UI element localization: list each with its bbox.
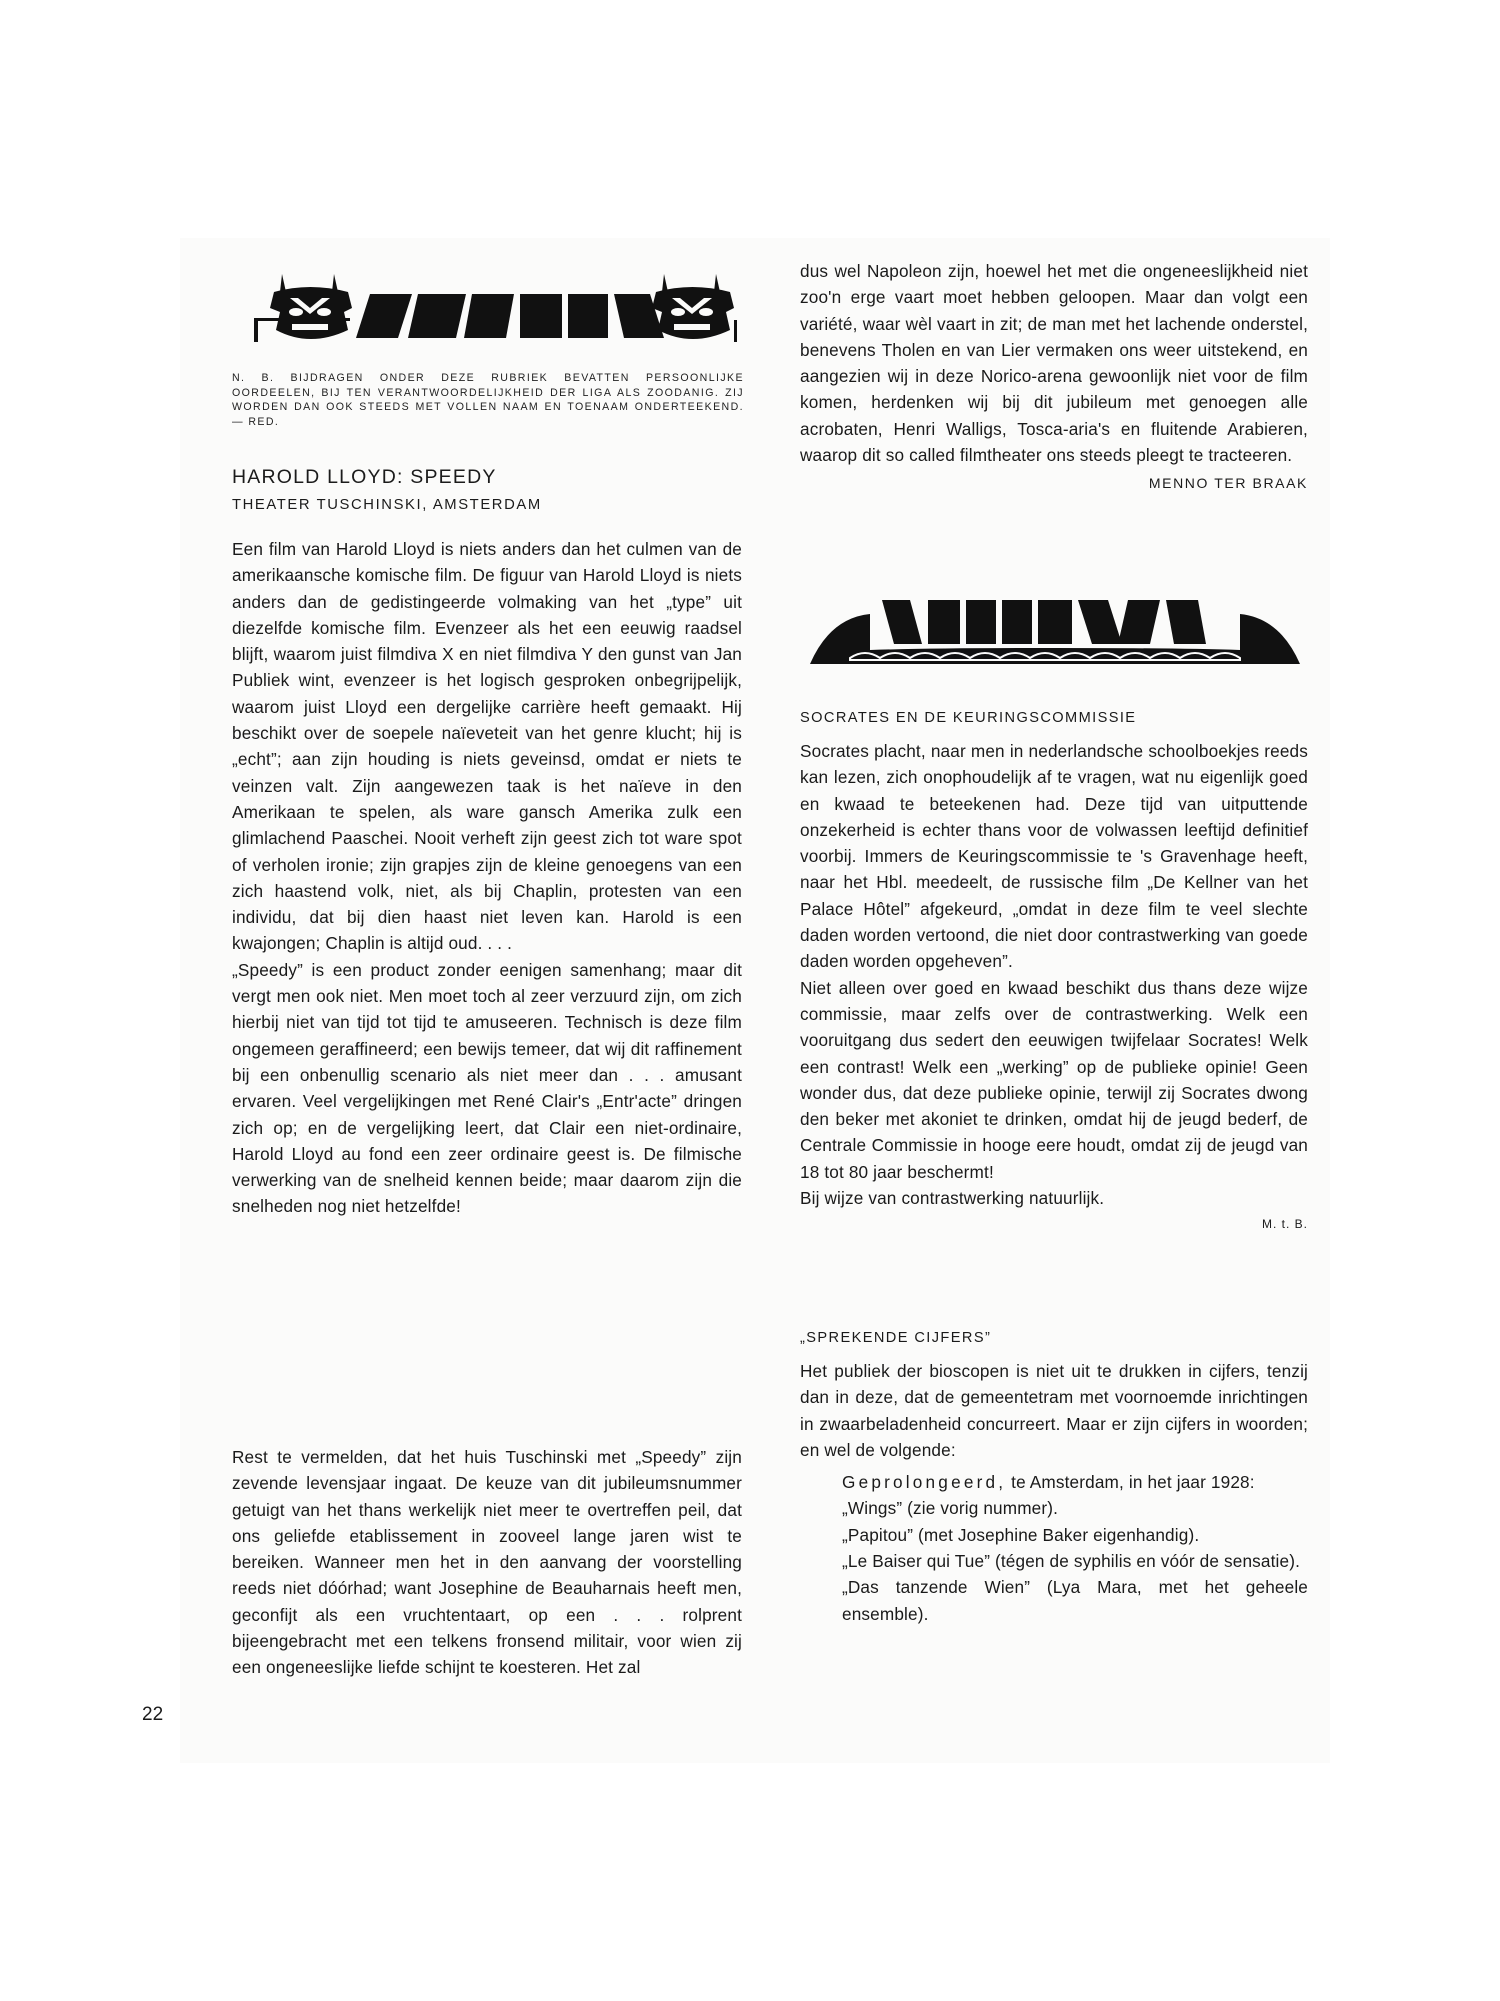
kritiek-masthead-logo <box>252 268 738 346</box>
article-subtitle: THEATER TUSCHINSKI, AMSTERDAM <box>232 497 542 513</box>
paragraph: Het publiek der bioscopen is niet uit te drukken in cijfers, tenzij dan in deze, dat de gemeentetram met voornoemde inrichtingen in zwaarbeladenheid concurreert. Maar er zijn cijfers in woorden; en wel de volgende: <box>800 1361 1308 1460</box>
scanned-page <box>142 238 1330 1763</box>
article-body-cijfers <box>800 1358 1308 1627</box>
paragraph: Socrates placht, naar men in nederlandsche schoolboekjes reeds kan lezen, zich onophoudelijk af te vragen, wat nu eigenlijk goed en kwaad te beteekenen had. Deze tijd van uitputtende onzekerheid is echter thans voor de volwassen leeftijd definitief voorbij. Immers de Keuringscommissie te 's Gravenhage heeft, naar het Hbl. meedeelt, de russische film „De Kellner van het Palace Hôtel” afgekeurd, „omdat in deze film te veel slechte daden worden vertoond, die niet door contrastwerking van goede daden worden opgeheven”. <box>800 741 1308 972</box>
paragraph: Bij wijze van contrastwerking natuurlijk. <box>800 1188 1105 1209</box>
list-item: „Le Baiser qui Tue” (tégen de syphilis en vóór de sensatie). <box>842 1551 1301 1572</box>
list-item: „Das tanzende Wien” (Lya Mara, met het geheele ensemble). <box>842 1577 1308 1624</box>
kritiek-letters <box>356 294 664 338</box>
article-body-socrates <box>800 738 1308 1238</box>
paragraph: Niet alleen over goed en kwaad beschikt dus thans deze wijze commissie, maar zelfs over de contrastwerking. Welk een vooruitgang dus sedert den eeuwigen twijfelaar Socrates! Welk een contrast! Welk een „werking” op de publieke opinie! Geen wonder dus, dat deze publieke opinie, terwijl zij Socrates dwong den beker met akoniet te drinken, omdat hij de jeugd bederf, de Centrale Commissie in hooge eere houdt, omdat zij de jeugd van 18 tot 80 jaar beschermt! <box>800 977 1308 1182</box>
list-item: „Wings” (zie vorig nummer). <box>842 1498 1059 1519</box>
devil-mask-icon-right <box>652 274 737 342</box>
paragraph: dus wel Napoleon zijn, hoewel het met die ongeneeslijkheid niet zoo'n erge vaart moet hebben geloopen. Maar dan volgt een variété, waar wèl vaart in zit; de man met het lachende onderstel, benevens Tholen en van Lier vermaken ons weer uitstekend, en aangezien wij in deze Norico-arena gewoonlijk niet voor de film komen, herdenken wij bij dit jubileum met genoegen alle acrobaten, Henri Walligs, Tosca-aria's en fluitende Arabieren, waarop dit so called filmtheater ons steeds pleegt te tracteeren. <box>800 261 1308 466</box>
editorial-notice: N. B. BIJDRAGEN ONDER DEZE RUBRIEK BEVATTEN PERSOONLIJKE OORDEELEN, BIJ TEN VERANTWOORDELIJKHEID DER LIGA ALS ZOODANIG. ZIJ WORDEN DAN OOK STEEDS MET VOLLEN NAAM EN TOENAAM ONDERTEEKEND. — RED. <box>232 372 744 428</box>
list-intro: te Amsterdam, in het jaar 1928: <box>1006 1472 1255 1493</box>
author-initials: M. t. B. <box>1261 1217 1308 1232</box>
author-signature: MENNO TER BRAAK <box>1148 475 1308 492</box>
article-body-left <box>232 536 742 1220</box>
article-body-left-continued <box>232 1444 742 1681</box>
article-body-right <box>800 258 1308 497</box>
page-number: 22 <box>142 1704 164 1725</box>
section-heading-socrates: SOCRATES EN DE KEURINGSCOMMISSIE <box>800 710 1137 726</box>
paragraph: „Speedy” is een product zonder eenigen samenhang; maar dit vergt men ook niet. Men moet toch al zeer verzuurd zijn, om zich hierbij niet van tijd tot tijd te amuseeren. Technisch is deze film ongemeen geraffineerd; een bewijs temeer, dat wij dit raffinement bij een onbenullig scenario als niet meer dan . . . amusant ervaren. Veel vergelijkingen met René Clair's „Entr'acte” dringen zich op; en de vergelijking leert, dat Clair een niet-ordinaire, Harold Lloyd au fond een zeer ordinaire geest is. De filmische verwerking van de snelheid kennen beide; maar daarom zijn die snelheden nog niet hetzelfde! <box>232 959 742 1217</box>
list-item: „Papitou” (met Josephine Baker eigenhandig). <box>842 1524 1200 1545</box>
journaal-letters <box>882 600 1206 644</box>
list-intro-emphasis: Geprolongeerd, <box>842 1472 1007 1493</box>
paragraph: Een film van Harold Lloyd is niets anders dan het culmen van de amerikaansche komische film. De figuur van Harold Lloyd is niets anders dan de gedistingeerde volmaking van het „type” uit diezelfde komische film. Evenzeer als het een eeuwig raadsel blijft, waarom juist filmdiva X en niet filmdiva Y den gunst van Jan Publiek wint, evenzeer is het logisch gesproken onbegrijpelijk, waarom juist Lloyd een dergelijke carrière heeft gemaakt. Hij beschikt over de soepele naïeveteit van het genre klucht; hij is „echt”; aan zijn houding is niets geveinsd, omdat er niets te veinzen valt. Zijn aangewezen taak is het naïeve in den Amerikaan te spelen, als ware gansch Amerika zulk een glimlachend Paaschei. Nooit verheft zijn geest zich tot ware spot of verholen ironie; zijn grapjes zijn de kleine genoegens van een zich haastend volk, niet, als bij Chaplin, protesten van een individu, dat bij dien haast niet leven kan. Harold is een kwajongen; Chaplin is altijd oud. . . . <box>232 539 742 954</box>
paragraph: Rest te vermelden, dat het huis Tuschinski met „Speedy” zijn zevende levensjaar ingaat. De keuze van dit jubileumsnummer getuigt van het thans werkelijk niet meer te overtreffen peil, dat ons geliefde etablissement in zooveel lange jaren wist te bereiken. Wanneer men het in den aanvang der voorstelling reeds niet dóórhad; want Josephine de Beauharnais heeft men, geconfijt als een vruchtentaart, op een . . . rolprent bijeengebracht met een telkens fronsend militair, voor wien zij een ongeneeslijke liefde schijnt te koesteren. Het zal <box>232 1447 742 1678</box>
devil-mask-icon-left <box>254 274 352 342</box>
film-list <box>800 1469 1308 1627</box>
article-title: HAROLD LLOYD: SPEEDY <box>232 466 497 488</box>
section-heading-sprekende-cijfers: „SPREKENDE CIJFERS” <box>800 1330 992 1346</box>
journaal-masthead-logo <box>810 598 1300 668</box>
